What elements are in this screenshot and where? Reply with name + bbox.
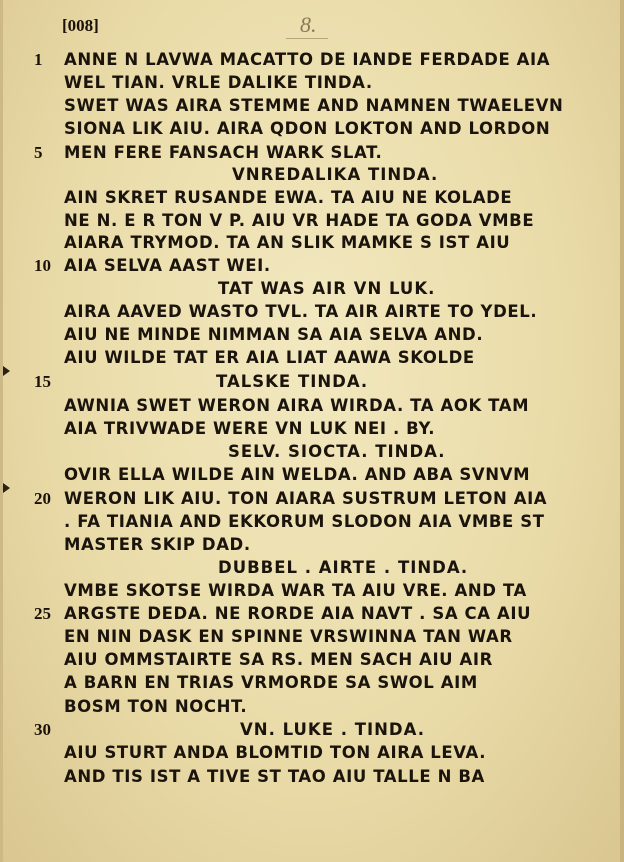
folio-underline: [286, 38, 328, 39]
text-line: AND TIS IST A TIVE ST TAO AIU TALLE N BA: [64, 767, 485, 786]
text-line: WERON LIK AIU. TON AIARA SUSTRUM LETON AIA: [64, 489, 548, 508]
text-line: OVIR ELLA WILDE AIN WELDA. AND ABA SVNVM: [64, 465, 531, 484]
section-heading: TALSKE TINDA.: [216, 372, 369, 391]
text-line: AIU OMMSTAIRTE SA RS. MEN SACH AIU AIR: [64, 650, 493, 669]
line-number: 1: [34, 50, 43, 69]
page-number-label: [008]: [62, 16, 99, 35]
text-line: . FA TIANIA AND EKKORUM SLODON AIA VMBE ST: [64, 512, 545, 531]
text-line: AIU NE MINDE NIMMAN SA AIA SELVA AND.: [64, 325, 484, 344]
text-line: AWNIA SWET WERON AIRA WIRDA. TA AOK TAM: [64, 396, 530, 415]
text-line: AIN SKRET RUSANDE EWA. TA AIU NE KOLADE: [64, 188, 513, 207]
section-heading: SELV. SIOCTA. TINDA.: [228, 442, 446, 461]
text-line: AIU WILDE TAT ER AIA LIAT AAWA SKOLDE: [64, 348, 475, 367]
line-number: 5: [34, 143, 43, 162]
text-line: MASTER SKIP DAD.: [64, 535, 251, 554]
section-heading: DUBBEL . AIRTE . TINDA.: [218, 558, 469, 577]
folio-number: 8.: [300, 12, 317, 37]
section-heading: VN. LUKE . TINDA.: [240, 720, 425, 739]
text-line: ANNE N LAVWA MACATTO DE IANDE FERDADE AIA: [64, 50, 551, 69]
line-number: 15: [34, 372, 51, 391]
line-number: 10: [34, 256, 51, 275]
line-number: 30: [34, 720, 51, 739]
margin-marker: [3, 366, 10, 376]
text-line: AIU STURT ANDA BLOMTID TON AIRA LEVA.: [64, 743, 487, 762]
margin-marker: [3, 483, 10, 493]
text-line: BOSM TON NOCHT.: [64, 697, 248, 716]
text-line: EN NIN DASK EN SPINNE VRSWINNA TAN WAR: [64, 627, 513, 646]
text-line: NE N. E R TON V P. AIU VR HADE TA GODA VMBE: [64, 211, 535, 230]
line-number: 20: [34, 489, 51, 508]
section-heading: TAT WAS AIR VN LUK.: [218, 279, 436, 298]
text-line: SWET WAS AIRA STEMME AND NAMNEN TWAELEVN: [64, 96, 564, 115]
section-heading: VNREDALIKA TINDA.: [232, 165, 439, 184]
text-line: WEL TIAN. VRLE DALIKE TINDA.: [64, 73, 373, 92]
page-edge-left: [0, 0, 3, 862]
text-line: AIA TRIVWADE WERE VN LUK NEI . BY.: [64, 419, 436, 438]
text-line: SIONA LIK AIU. AIRA QDON LOKTON AND LORDON: [64, 119, 551, 138]
text-line: AIA SELVA AAST WEI.: [64, 256, 271, 275]
page-edge-right: [620, 0, 624, 862]
text-line: AIRA AAVED WASTO TVL. TA AIR AIRTE TO YDEL.: [64, 302, 538, 321]
text-line: MEN FERE FANSACH WARK SLAT.: [64, 143, 383, 162]
text-line: A BARN EN TRIAS VRMORDE SA SWOL AIM: [64, 673, 478, 692]
text-line: ARGSTE DEDA. NE RORDE AIA NAVT . SA CA AIU: [64, 604, 532, 623]
text-line: AIARA TRYMOD. TA AN SLIK MAMKE S IST AIU: [64, 233, 511, 252]
line-number: 25: [34, 604, 51, 623]
text-line: VMBE SKOTSE WIRDA WAR TA AIU VRE. AND TA: [64, 581, 527, 600]
